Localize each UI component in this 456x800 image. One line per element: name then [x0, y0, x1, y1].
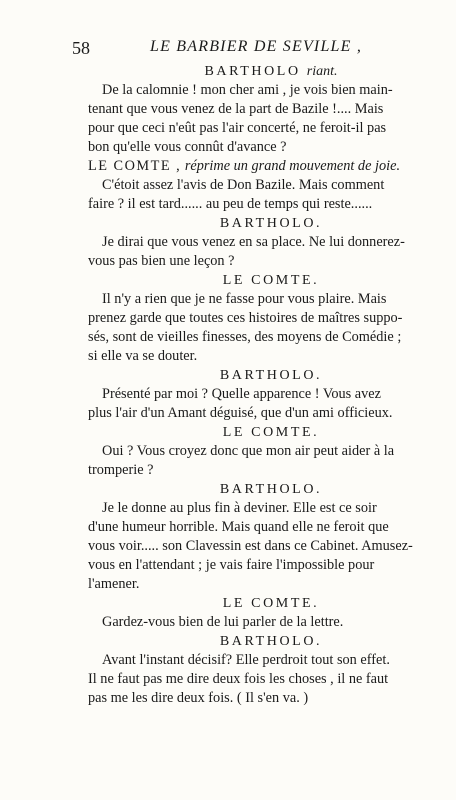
page-header: [72, 38, 422, 60]
page-number: 58: [72, 38, 90, 58]
stage-direction: riant.: [306, 64, 338, 79]
text-line: plus l'air d'un Amant déguisé, que d'un ami officieux.: [88, 405, 393, 421]
text-line: Je dirai que vous venez en sa place. Ne lui donnerez-: [102, 234, 405, 250]
stage-direction: réprime un grand mouvement de joie.: [184, 158, 401, 174]
text-line: De la calomnie ! mon cher ami , je vois bien main-: [102, 82, 393, 98]
speaker-heading: [88, 366, 454, 385]
text-line: tenant que vous venez de la part de Bazile !.... Mais: [88, 101, 384, 117]
text-line: Gardez-vous bien de lui parler de la lettre.: [102, 614, 344, 630]
text-line: Il ne faut pas me dire deux fois les choses , il ne faut: [88, 671, 389, 687]
speaker-heading: [88, 271, 454, 290]
text-line: Oui ? Vous croyez donc que mon air peut aider à la: [102, 443, 395, 459]
speaker-name: LE COMTE.: [222, 425, 320, 440]
text-line: l'amener.: [88, 576, 140, 592]
text-line: pour que ceci n'eût pas l'air concerté, ne feroit-il pas: [88, 120, 387, 136]
speaker-name: BARTHOLO.: [219, 216, 323, 231]
text-line: Présenté par moi ? Quelle apparence ! Vous avez: [102, 386, 381, 402]
speaker-name: LE COMTE.: [222, 596, 320, 611]
text-line: d'une humeur horrible. Mais quand elle ne feroit que: [88, 519, 389, 535]
text-line: si elle va se douter.: [88, 348, 198, 364]
speaker-heading: [88, 62, 454, 81]
speaker-heading: [88, 480, 454, 499]
speaker-name: BARTHOLO.: [219, 482, 323, 497]
text-line: vous pas bien une leçon ?: [88, 253, 235, 269]
dialogue-text: [88, 62, 454, 708]
text-line: prenez garde que toutes ces histoires de maîtres suppo-: [88, 310, 403, 326]
text-line: vous en l'attendant ; je vais faire l'impossible pour: [88, 557, 375, 573]
text-line: vous voir..... son Clavessin est dans ce Cabinet. Amusez-: [88, 538, 413, 554]
speaker-line: [88, 157, 454, 176]
speaker-heading: [88, 214, 454, 233]
speaker-heading: [88, 594, 454, 613]
speaker-name: BARTHOLO.: [219, 368, 323, 383]
speaker-heading: [88, 423, 454, 442]
speaker-name: LE COMTE ,: [88, 158, 182, 174]
text-line: pas me les dire deux fois. ( Il s'en va. ): [88, 690, 309, 706]
text-line: faire ? il est tard...... au peu de temps qui reste......: [88, 196, 373, 212]
speaker-name: BARTHOLO: [204, 64, 301, 79]
speaker-heading: [88, 632, 454, 651]
speaker-name: BARTHOLO.: [219, 634, 323, 649]
text-line: tromperie ?: [88, 462, 154, 478]
text-line: Je le donne au plus fin à deviner. Elle est ce soir: [102, 500, 377, 516]
speaker-name: LE COMTE.: [222, 273, 320, 288]
text-line: Il n'y a rien que je ne fasse pour vous plaire. Mais: [102, 291, 387, 307]
text-line: sés, sont de vieilles finesses, des moyens de Comédie ;: [88, 329, 402, 345]
text-line: bon qu'elle vous connût d'avance ?: [88, 139, 287, 155]
running-title: LE BARBIER DE SEVILLE ,: [150, 38, 363, 55]
text-line: C'étoit assez l'avis de Don Bazile. Mais comment: [102, 177, 385, 193]
text-line: Avant l'instant décisif? Elle perdroit tout son effet.: [102, 652, 390, 668]
